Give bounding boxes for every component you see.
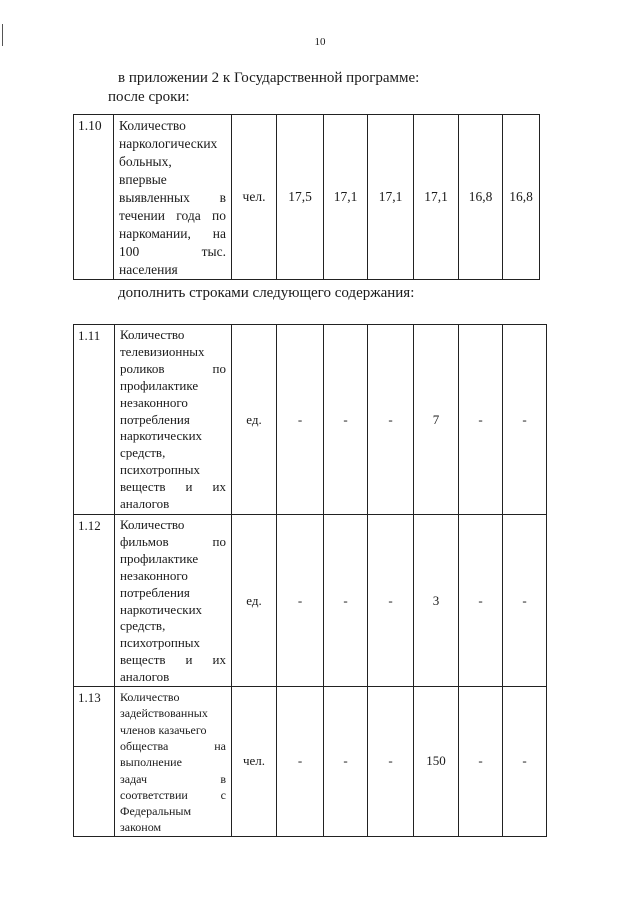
- value-cell: -: [324, 325, 368, 515]
- value-cell: -: [503, 325, 547, 515]
- description-line: Количество: [120, 327, 185, 342]
- intro-line-after: после сроки:: [108, 89, 190, 105]
- description-line: наркомании, на: [119, 226, 226, 241]
- value-cell: 17,1: [414, 115, 459, 280]
- value-cell: 16,8: [459, 115, 503, 280]
- page-number: 10: [314, 36, 326, 48]
- description-line: психотропных: [120, 462, 201, 478]
- description-line: законом: [120, 820, 162, 835]
- description-line: телевизионных: [120, 343, 205, 359]
- description-line: роликов по: [120, 360, 226, 376]
- indicator-description: [115, 687, 232, 837]
- description-line: потребления: [120, 411, 190, 427]
- description-line: профилактике: [120, 377, 199, 393]
- description-line: членов казачьего: [120, 722, 207, 737]
- description-line: выполнение: [120, 755, 182, 770]
- row-number: 1.13: [74, 687, 115, 837]
- description-line: средств,: [120, 445, 166, 461]
- value-cell: 150: [414, 687, 459, 837]
- description-line: задач в: [120, 771, 226, 786]
- value-cell: 7: [414, 325, 459, 515]
- value-cell: -: [459, 515, 503, 687]
- description-line: аналогов: [120, 496, 170, 512]
- value-cell: -: [503, 687, 547, 837]
- description-line: общества на: [120, 738, 226, 753]
- description-line: психотропных: [120, 635, 201, 651]
- description-line: наркотических: [120, 428, 203, 444]
- value-cell: -: [277, 325, 324, 515]
- value-cell: -: [368, 515, 414, 687]
- description-line: 100 тыс.: [119, 244, 226, 259]
- value-cell: -: [368, 325, 414, 515]
- description-line: аналогов: [120, 669, 170, 685]
- table-row: [74, 325, 547, 515]
- indicator-description: [114, 115, 232, 280]
- description-line: профилактике: [120, 550, 199, 566]
- value-cell: -: [277, 687, 324, 837]
- indicator-table-added: [73, 324, 547, 837]
- description-line: наркотических: [120, 601, 203, 617]
- value-cell: -: [459, 687, 503, 837]
- unit-cell: чел.: [232, 115, 277, 280]
- description-line: задействованных: [120, 706, 208, 721]
- row-number: 1.10: [74, 115, 114, 280]
- description-line: впервые: [119, 172, 167, 187]
- value-cell: 16,8: [503, 115, 540, 280]
- unit-cell: чел.: [232, 687, 277, 837]
- description-line: течении года по: [119, 208, 226, 223]
- indicator-description: [115, 515, 232, 687]
- row-number: 1.12: [74, 515, 115, 687]
- description-line: потребления: [120, 584, 190, 600]
- description-line: Количество: [120, 690, 180, 705]
- description-line: веществ и их: [120, 652, 226, 668]
- description-line: выявленных в: [119, 190, 226, 205]
- description-line: средств,: [120, 618, 166, 634]
- description-line: Федеральным: [120, 804, 192, 819]
- description-line: наркологических: [119, 136, 218, 151]
- table-row: [74, 115, 540, 280]
- unit-cell: ед.: [232, 515, 277, 687]
- value-cell: -: [503, 515, 547, 687]
- table-row: [74, 515, 547, 687]
- value-cell: -: [459, 325, 503, 515]
- value-cell: -: [368, 687, 414, 837]
- value-cell: 17,1: [324, 115, 368, 280]
- description-line: Количество: [120, 517, 185, 532]
- description-line: соответствии с: [120, 787, 226, 802]
- instruction-line: дополнить строками следующего содержания:: [118, 285, 415, 301]
- unit-cell: ед.: [232, 325, 277, 515]
- row-number: 1.11: [74, 325, 115, 515]
- description-line: Количество: [119, 118, 186, 133]
- value-cell: -: [324, 687, 368, 837]
- table-row: [74, 687, 547, 837]
- value-cell: 3: [414, 515, 459, 687]
- indicator-description: [115, 325, 232, 515]
- description-line: веществ и их: [120, 479, 226, 495]
- value-cell: -: [324, 515, 368, 687]
- description-line: населения: [119, 262, 178, 277]
- value-cell: 17,1: [368, 115, 414, 280]
- description-line: фильмов по: [120, 533, 226, 549]
- description-line: больных,: [119, 154, 172, 169]
- intro-line-appendix: в приложении 2 к Государственной программе:: [118, 70, 420, 86]
- value-cell: 17,5: [277, 115, 324, 280]
- value-cell: -: [277, 515, 324, 687]
- indicator-table-original: [73, 114, 540, 280]
- description-line: незаконного: [120, 567, 188, 583]
- description-line: незаконного: [120, 394, 188, 410]
